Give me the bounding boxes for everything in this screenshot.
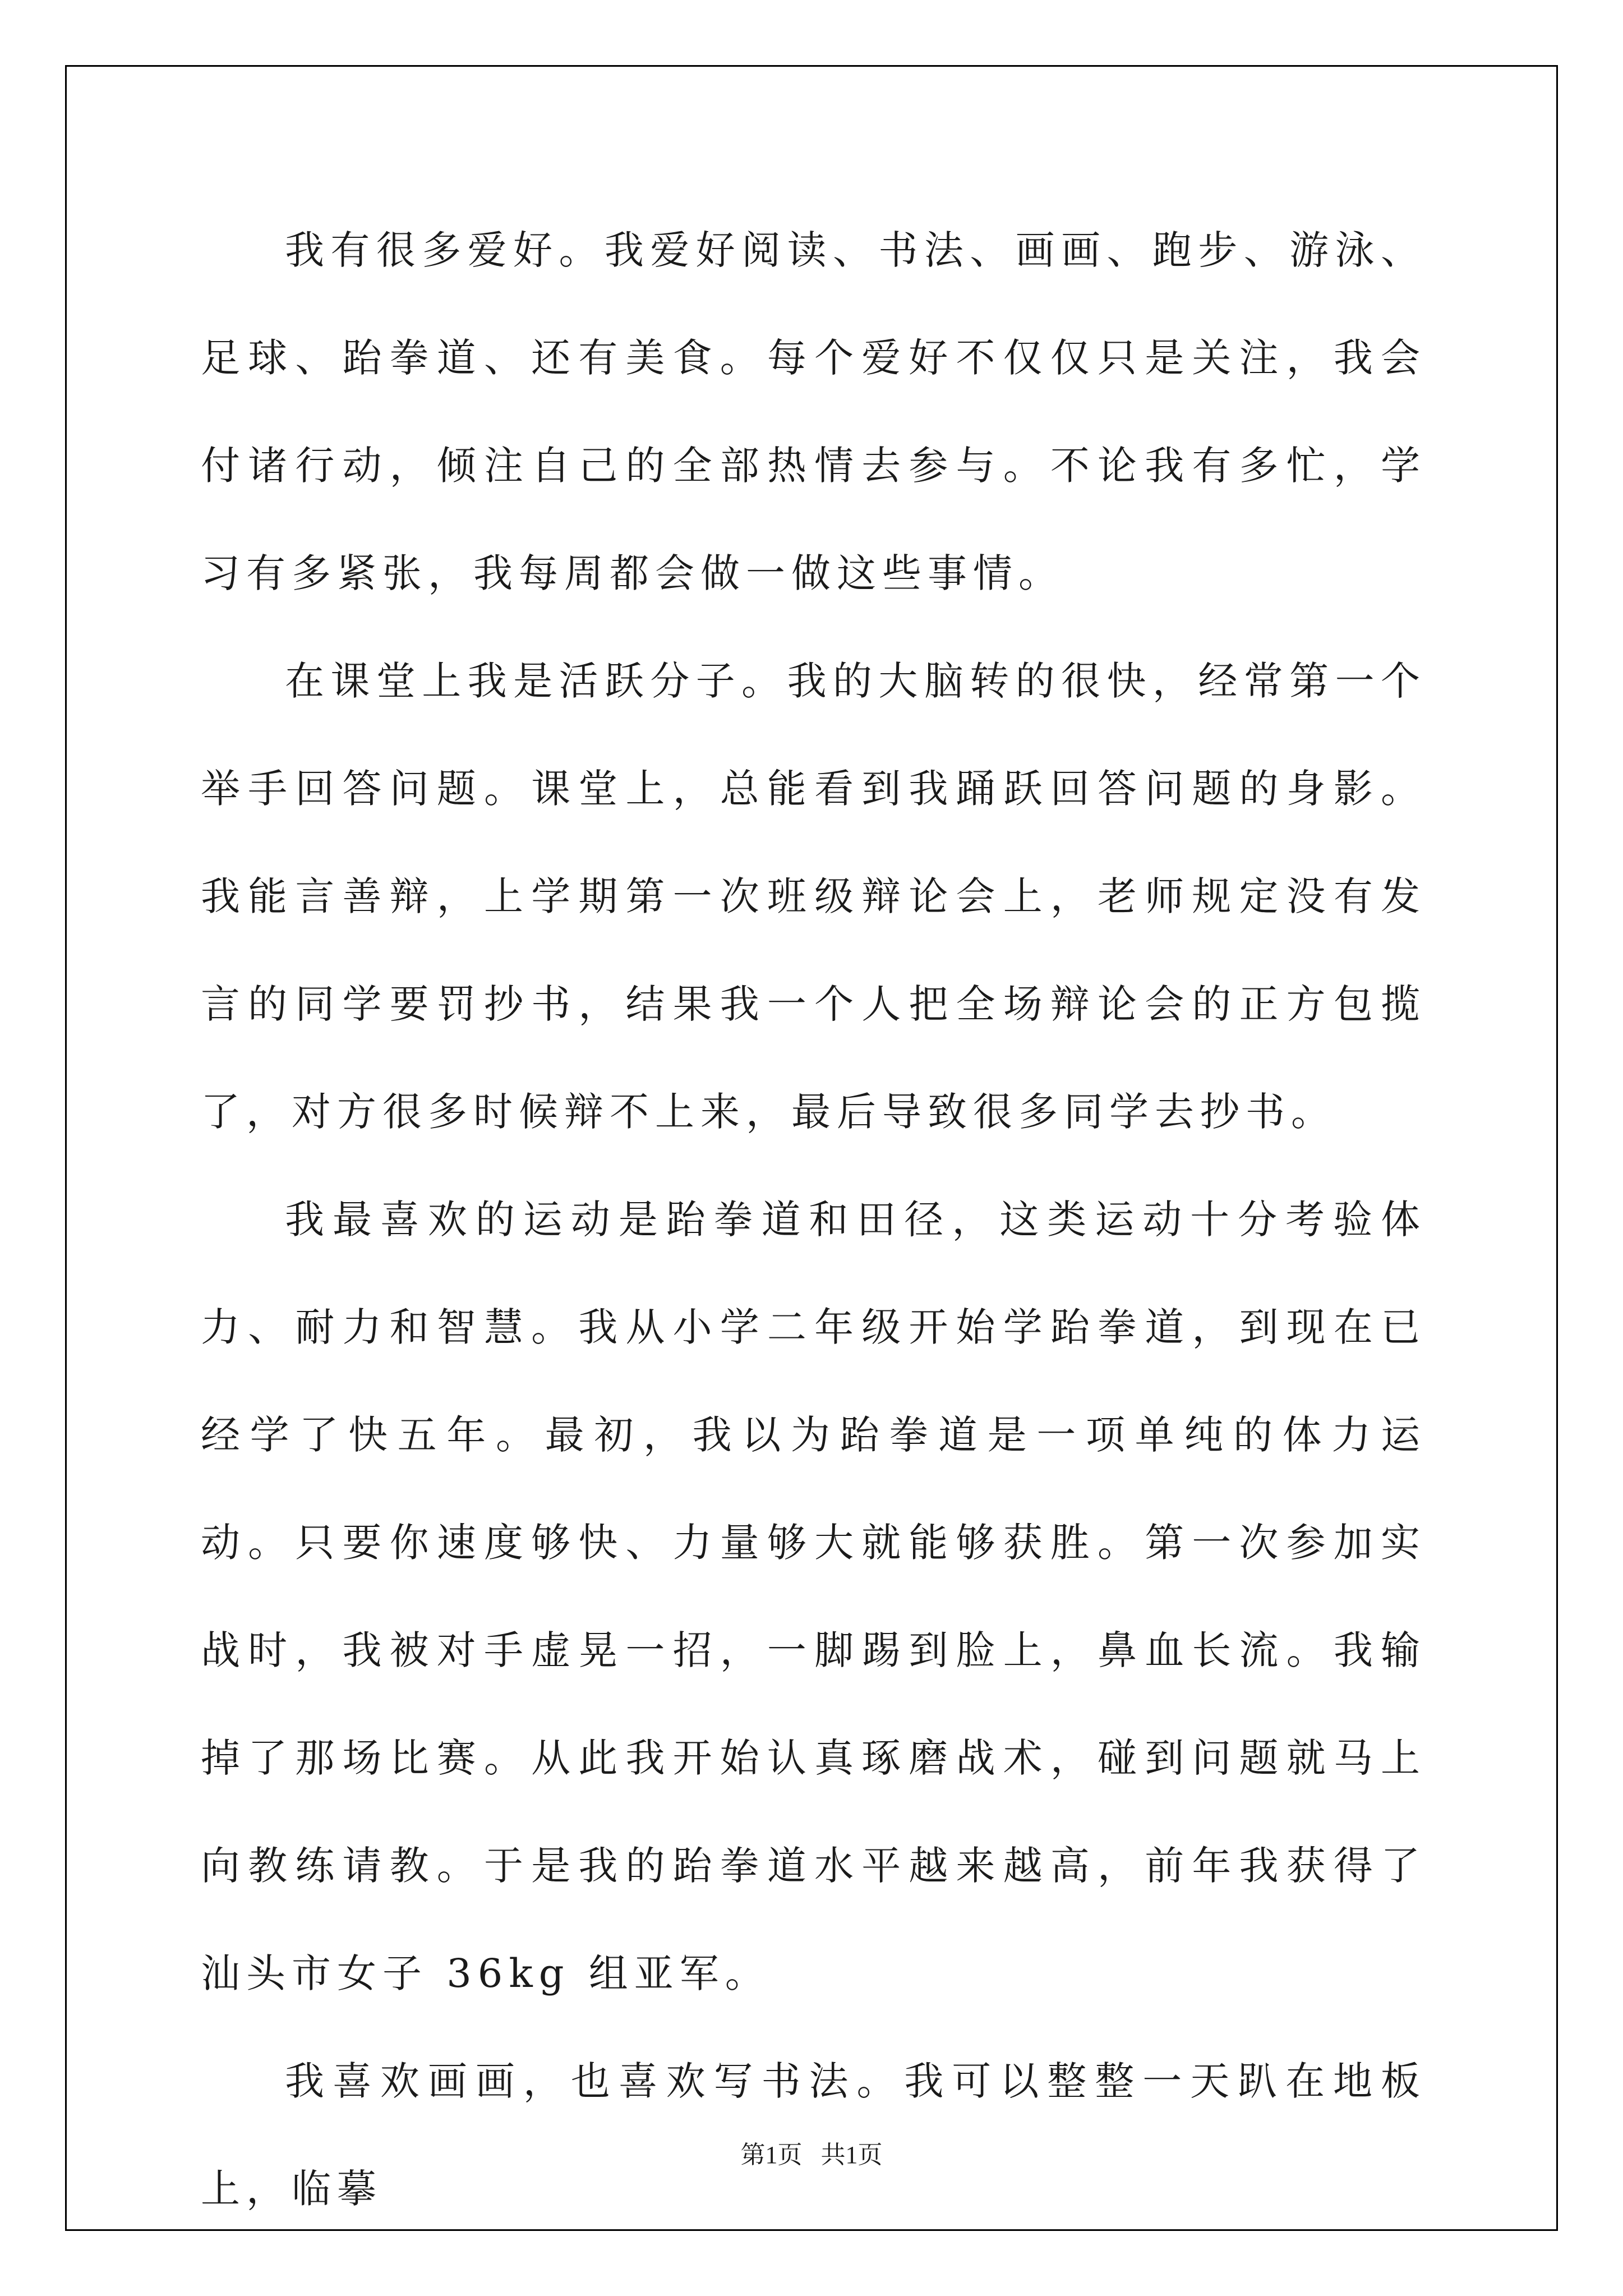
document-body	[201, 196, 1426, 2243]
paragraph-classroom: 在课堂上我是活跃分子。我的大脑转的很快，经常第一个举手回答问题。课堂上，总能看到我踊跃回答问题的身影。我能言善辩，上学期第一次班级辩论会上，老师规定没有发言的同学要罚抄书，结果我一个人把全场辩论会的正方包揽了，对方很多时候辩不上来，最后导致很多同学去抄书。	[201, 658, 1426, 1135]
page-footer: 第1页 共1页	[740, 2141, 883, 2169]
paragraph-taekwondo: 我最喜欢的运动是跆拳道和田径，这类运动十分考验体力、耐力和智慧。我从小学二年级开始学跆拳道，到现在已经学了快五年。最初，我以为跆拳道是一项单纯的体力运动。只要你速度够快、力量够大就能够获胜。第一次参加实战时，我被对手虚晃一招，一脚踢到脸上，鼻血长流。我输掉了那场比赛。从此我开始认真琢磨战术，碰到问题就马上向教练请教。于是我的跆拳道水平越来越高，前年我获得了汕头市女子 36kg 组亚军。	[201, 1197, 1426, 1996]
paragraph-hobbies: 我有很多爱好。我爱好阅读、书法、画画、跑步、游泳、足球、跆拳道、还有美食。每个爱好不仅仅只是关注，我会付诸行动，倾注自己的全部热情去参与。不论我有多忙，学习有多紧张，我每周都会做一做这些事情。	[201, 227, 1426, 596]
paragraph-painting: 我喜欢画画，也喜欢写书法。我可以整整一天趴在地板上，临摹	[201, 2058, 1426, 2212]
